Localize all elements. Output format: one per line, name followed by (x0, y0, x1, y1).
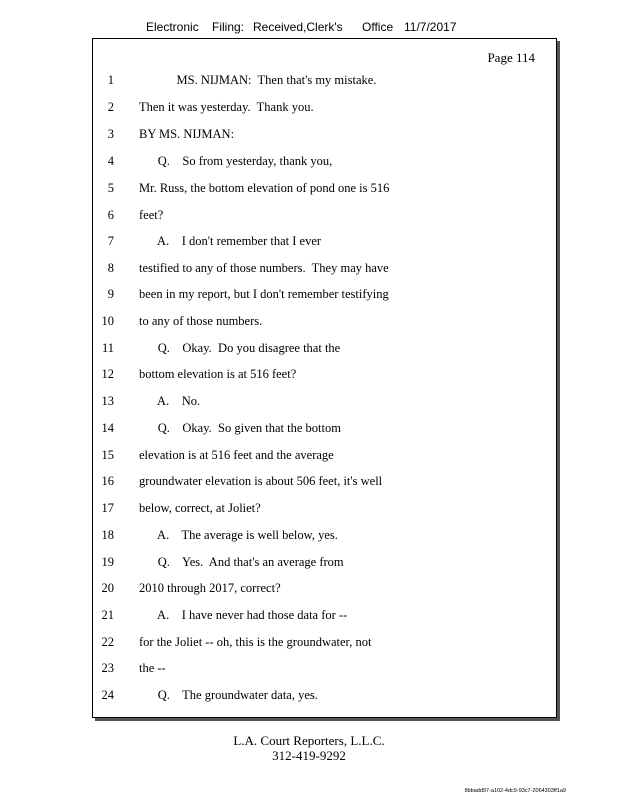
line-number: 21 (101, 608, 114, 622)
transcript-line (92, 635, 557, 655)
line-text: Q. Okay. So given that the bottom (139, 421, 341, 435)
line-number: 11 (101, 341, 114, 355)
transcript-line (92, 555, 557, 575)
line-text: Q. Yes. And that's an average from (139, 555, 344, 569)
line-number: 18 (101, 528, 114, 542)
filing-stamp (0, 20, 618, 38)
transcript-line (92, 688, 557, 708)
transcript-line (92, 100, 557, 120)
line-number: 17 (101, 501, 114, 515)
line-number: 8 (107, 261, 114, 275)
transcript-line (92, 208, 557, 228)
line-text: Q. Okay. Do you disagree that the (139, 341, 341, 355)
line-text: MS. NIJMAN: Then that's my mistake. (139, 73, 377, 87)
line-text: A. No. (139, 394, 201, 408)
stamp-electronic: Electronic (146, 20, 199, 34)
line-text: 2010 through 2017, correct? (139, 581, 281, 595)
transcript-line (92, 127, 557, 147)
transcript-line (92, 528, 557, 548)
transcript-line (92, 181, 557, 201)
line-text: bottom elevation is at 516 feet? (139, 367, 297, 381)
transcript-line (92, 287, 557, 307)
line-number: 15 (101, 448, 114, 462)
line-text: Mr. Russ, the bottom elevation of pond one is 516 (139, 181, 390, 195)
transcript-line (92, 314, 557, 334)
line-number: 9 (107, 287, 114, 301)
line-number: 23 (101, 661, 114, 675)
line-text: A. I don't remember that I ever (139, 234, 322, 248)
line-number: 1 (107, 73, 114, 87)
line-number: 3 (107, 127, 114, 141)
line-number: 22 (101, 635, 114, 649)
line-number: 24 (101, 688, 114, 702)
transcript-line (92, 421, 557, 441)
line-text: BY MS. NIJMAN: (139, 127, 235, 141)
line-text: feet? (139, 208, 164, 222)
line-text: elevation is at 516 feet and the average (139, 448, 334, 462)
line-text: below, correct, at Joliet? (139, 501, 261, 515)
footer-company: L.A. Court Reporters, L.L.C. (233, 733, 385, 748)
transcript-line (92, 73, 557, 93)
transcript-line (92, 234, 557, 254)
line-text: for the Joliet -- oh, this is the groundwater, not (139, 635, 372, 649)
line-number: 16 (101, 474, 114, 488)
line-number: 6 (107, 208, 114, 222)
line-text: to any of those numbers. (139, 314, 263, 328)
transcript-line (92, 581, 557, 601)
line-text: Q. The groundwater data, yes. (139, 688, 318, 702)
line-text: the -- (139, 661, 166, 675)
line-text: A. The average is well below, yes. (139, 528, 338, 542)
stamp-date: 11/7/2017 (404, 20, 457, 34)
line-number: 13 (101, 394, 114, 408)
line-number: 4 (107, 154, 114, 168)
transcript-line (92, 154, 557, 174)
line-text: groundwater elevation is about 506 feet, it's well (139, 474, 383, 488)
transcript-line (92, 448, 557, 468)
line-text: A. I have never had those data for -- (139, 608, 348, 622)
line-text: been in my report, but I don't remember testifying (139, 287, 389, 301)
page-number: Page 114 (487, 50, 535, 65)
line-number: 19 (101, 555, 114, 569)
line-number: 14 (101, 421, 114, 435)
document-hash: 8bbadd97-a102-4dc9-93c7-2064303ff1a9 (464, 788, 566, 794)
line-text: testified to any of those numbers. They may have (139, 261, 389, 275)
transcript-line (92, 661, 557, 681)
line-number: 5 (107, 181, 114, 195)
line-number: 7 (107, 234, 114, 248)
line-number: 12 (101, 367, 114, 381)
footer-phone: 312-419-9292 (272, 748, 346, 763)
stamp-office: Office (362, 20, 394, 34)
transcript-line (92, 608, 557, 628)
line-number: 10 (101, 314, 114, 328)
transcript-line (92, 394, 557, 414)
line-text: Q. So from yesterday, thank you, (139, 154, 333, 168)
line-number: 2 (107, 100, 114, 114)
transcript-line (92, 261, 557, 281)
stamp-filing: Filing: (212, 20, 245, 34)
transcript-line (92, 341, 557, 361)
line-text: Then it was yesterday. Thank you. (139, 100, 314, 114)
transcript-line (92, 474, 557, 494)
transcript-line (92, 501, 557, 521)
stamp-received: Received,Clerk's (253, 20, 343, 34)
line-number: 20 (101, 581, 114, 595)
transcript-line (92, 367, 557, 387)
